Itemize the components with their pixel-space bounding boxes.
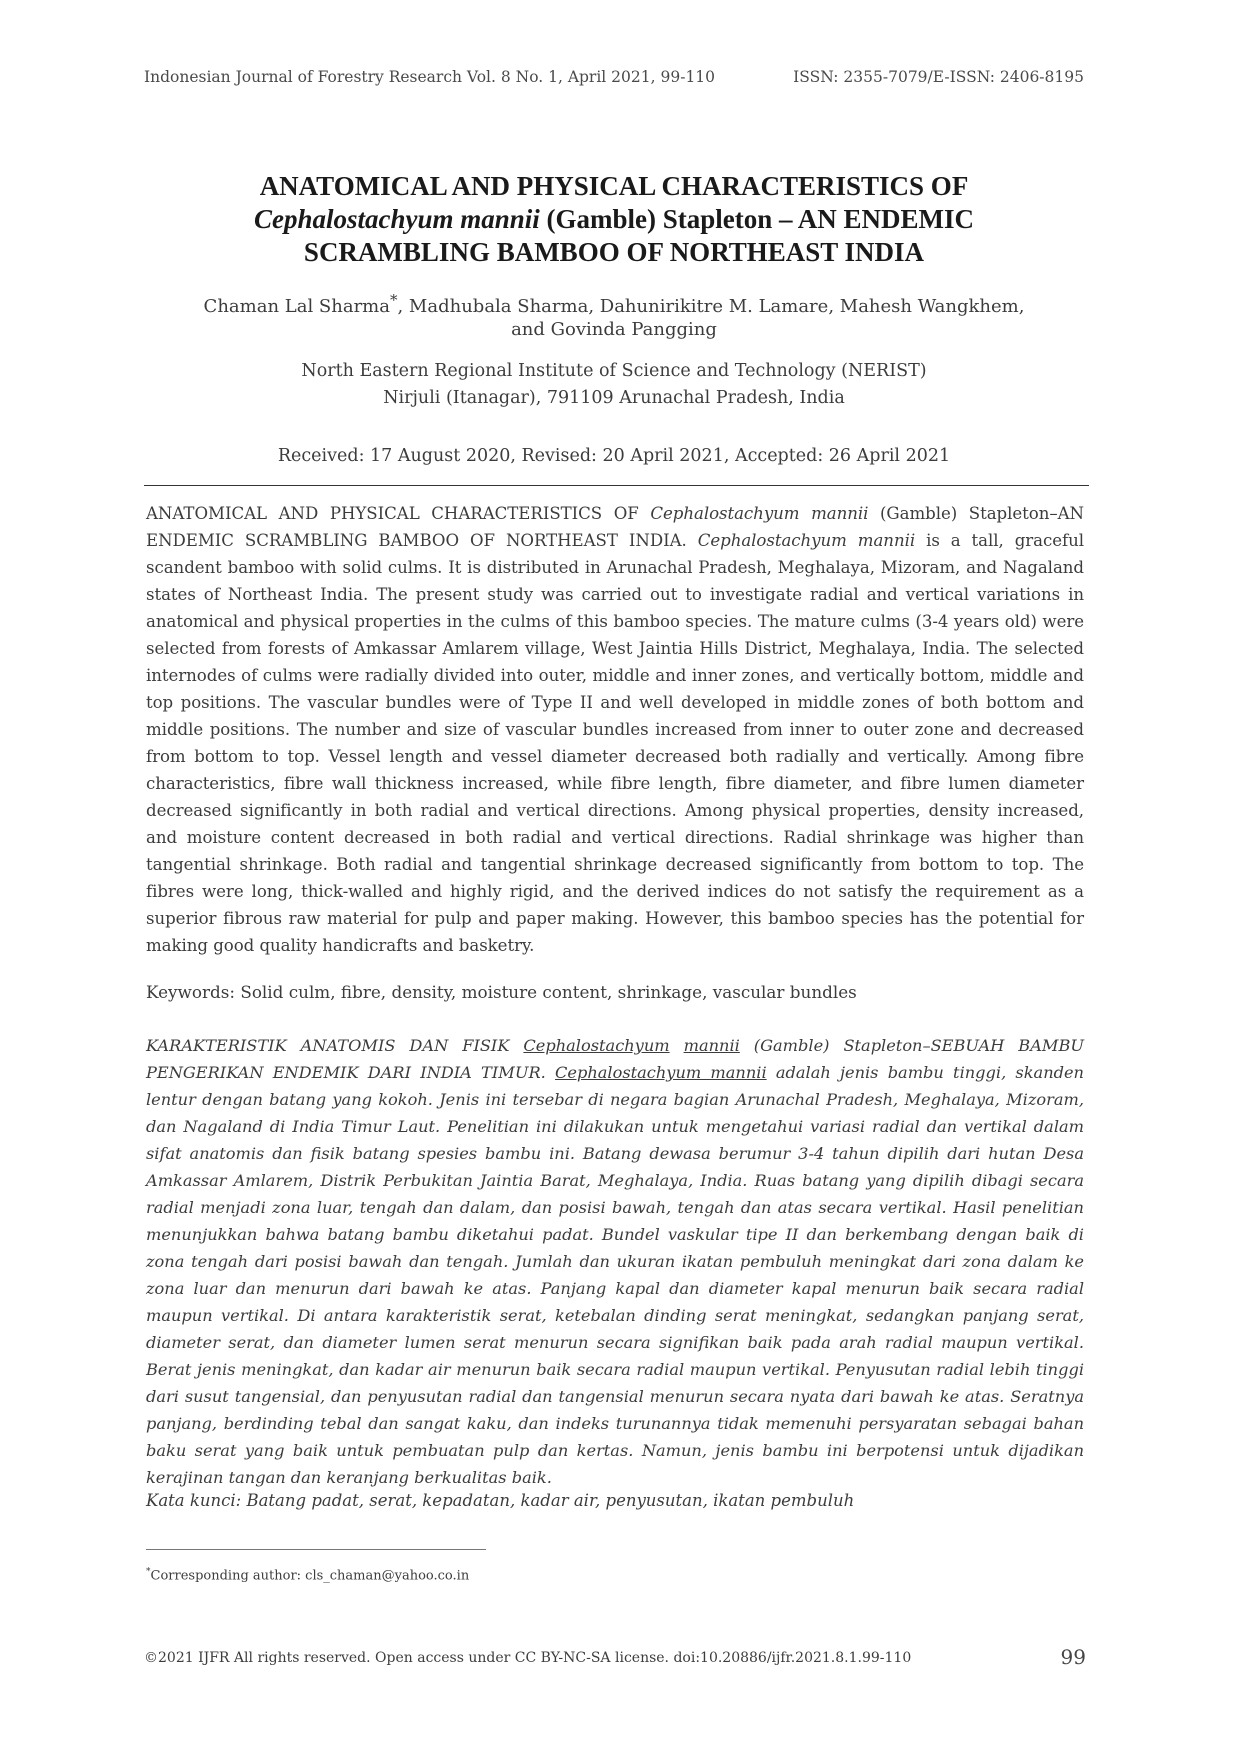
abstract-en-lead: ANATOMICAL AND PHYSICAL CHARACTERISTICS OF xyxy=(146,504,651,523)
footnote xyxy=(146,1567,469,1583)
running-header-issn: ISSN: 2355-7079/E-ISSN: 2406-8195 xyxy=(793,68,1084,86)
affiliation-line-2: Nirjuli (Itanagar), 791109 Arunachal Pradesh, India xyxy=(383,388,845,408)
authors-line-2: and Govinda Pangging xyxy=(511,319,717,340)
abstract-id-genus: Cephalostachyum xyxy=(523,1036,670,1055)
abstract-indonesian xyxy=(146,1032,1084,1491)
footnote-divider xyxy=(146,1549,486,1550)
abstract-id-body: adalah jenis bambu tinggi, skanden lentur dengan batang yang kokoh. Jenis ini tersebar di negara bagian Arunachal Pradesh, Meghalaya, Mizoram, dan Nagaland di India Timur Laut. Penelitian ini dilakukan untuk mengetahui variasi radial dan vertikal dalam sifat anatomis dan fisik batang spesies bambu ini. Batang dewasa berumur 3-4 tahun dipilih dari hutan Desa Amkassar Amlarem, Distrik Perbukitan Jaintia Barat, Meghalaya, India. Ruas batang yang dipilih dibagi secara radial menjadi zona luar, tengah dan dalam, dan posisi bawah, tengah dan atas secara vertikal. Hasil penelitian menunjukkan bahwa batang bambu diketahui padat. Bundel vaskular tipe II dan berkembang dengan baik di zona tengah dari posisi bawah dan tengah. Jumlah dan ukuran ikatan pembuluh meningkat dari zona dalam ke zona luar dan menurun dari bawah ke atas. Panjang kapal dan diameter kapal menurun baik secara radial maupun vertikal. Di antara karakteristik serat, ketebalan dinding serat meningkat, sedangkan panjang serat, diameter serat, dan diameter lumen serat menurun secara signifikan baik pada arah radial maupun vertikal. Berat jenis meningkat, dan kadar air menurun baik secara radial maupun vertikal. Penyusutan radial lebih tinggi dari susut tangensial, dan penyusutan radial dan tangensial menurun secara nyata dari bawah ke atas. Seratnya panjang, berdinding tebal dan sangat kaku, dan indeks turunannya tidak memenuhi persyaratan sebagai bahan baku serat yang baik untuk pembuatan pulp dan kertas. Namun, jenis bambu ini berpotensi untuk dijadikan kerajinan tangan dan keranjang berkualitas baik. xyxy=(146,1063,1084,1487)
footnote-mark: * xyxy=(146,1567,151,1577)
paper-title xyxy=(144,170,1084,269)
keywords: Keywords: Solid culm, fibre, density, moisture content, shrinkage, vascular bundles xyxy=(146,982,857,1002)
kata-kunci: Kata kunci: Batang padat, serat, kepadatan, kadar air, penyusutan, ikatan pembuluh xyxy=(146,1491,855,1510)
footnote-text: Corresponding author: cls_chaman@yahoo.co.in xyxy=(150,1568,470,1584)
copyright-notice: ©2021 IJFR All rights reserved. Open access under CC BY-NC-SA license. doi:10.20886/ijfr.2021.8.1.99-110 xyxy=(144,1650,912,1666)
title-line-2-rest: (Gamble) Stapleton – AN ENDEMIC xyxy=(539,204,975,234)
title-line-2 xyxy=(144,203,1084,236)
abstract-en-mid: (Gamble) Stapleton–AN ENDEMIC SCRAMBLING BAMBOO OF NORTHEAST INDIA. xyxy=(146,504,1084,550)
abstract-id-epithet: mannii xyxy=(683,1036,740,1055)
authors-line-1 xyxy=(144,291,1084,317)
abstract-en-species-1: Cephalostachyum mannii xyxy=(650,504,869,523)
abstract-en-body: is a tall, graceful scandent bamboo with solid culms. It is distributed in Arunachal Pradesh, Meghalaya, Mizoram, and Nagaland states of Northeast India. The present study was carried out to investigate radial and vertical variations in anatomical and physical properties in the culms of this bamboo species. The mature culms (3-4 years old) were selected from forests of Amkassar Amlarem village, West Jaintia Hills District, Meghalaya, India. The selected internodes of culms were radially divided into outer, middle and inner zones, and vertically bottom, middle and top positions. The vascular bundles were of Type II and well developed in middle zones of both bottom and middle positions. The number and size of vascular bundles increased from inner to outer zone and decreased from bottom to top. Vessel length and vessel diameter decreased both radially and vertically. Among fibre characteristics, fibre wall thickness increased, while fibre length, fibre diameter, and fibre lumen diameter decreased significantly in both radial and vertical directions. Among physical properties, density increased, and moisture content decreased in both radial and vertical directions. Radial shrinkage was higher than tangential shrinkage. Both radial and tangential shrinkage decreased significantly from bottom to top. The fibres were long, thick-walled and highly rigid, and the derived indices do not satisfy the requirement as a superior fibrous raw material for pulp and paper making. However, this bamboo species has the potential for making good quality handicrafts and basketry. xyxy=(146,531,1084,955)
page-number: 99 xyxy=(1060,1645,1086,1669)
submission-dates: Received: 17 August 2020, Revised: 20 April 2021, Accepted: 26 April 2021 xyxy=(277,446,951,466)
abstract-id-lead: KARAKTERISTIK ANATOMIS DAN FISIK xyxy=(146,1036,524,1055)
abstract-id-space xyxy=(670,1036,684,1055)
title-line-3: SCRAMBLING BAMBOO OF NORTHEAST INDIA xyxy=(303,237,925,267)
author-first: Chaman Lal Sharma xyxy=(203,296,390,317)
corresponding-mark: * xyxy=(389,291,398,309)
title-line-1: ANATOMICAL AND PHYSICAL CHARACTERISTICS OF xyxy=(259,171,969,201)
header-divider xyxy=(144,485,1089,486)
abstract-id-mid: (Gamble) Stapleton–SEBUAH BAMBU PENGERIKAN ENDEMIK DARI INDIA TIMUR. xyxy=(146,1036,1085,1082)
authors-rest: , Madhubala Sharma, Dahunirikitre M. Lamare, Mahesh Wangkhem, xyxy=(397,296,1025,317)
abstract-english xyxy=(146,500,1084,959)
abstract-id-species: Cephalostachyum mannii xyxy=(555,1063,767,1082)
abstract-en-species-2: Cephalostachyum mannii xyxy=(697,531,916,550)
title-species: Cephalostachyum mannii xyxy=(253,204,540,234)
running-header-journal: Indonesian Journal of Forestry Research Vol. 8 No. 1, April 2021, 99-110 xyxy=(144,68,716,86)
affiliation-line-1: North Eastern Regional Institute of Science and Technology (NERIST) xyxy=(301,361,927,381)
